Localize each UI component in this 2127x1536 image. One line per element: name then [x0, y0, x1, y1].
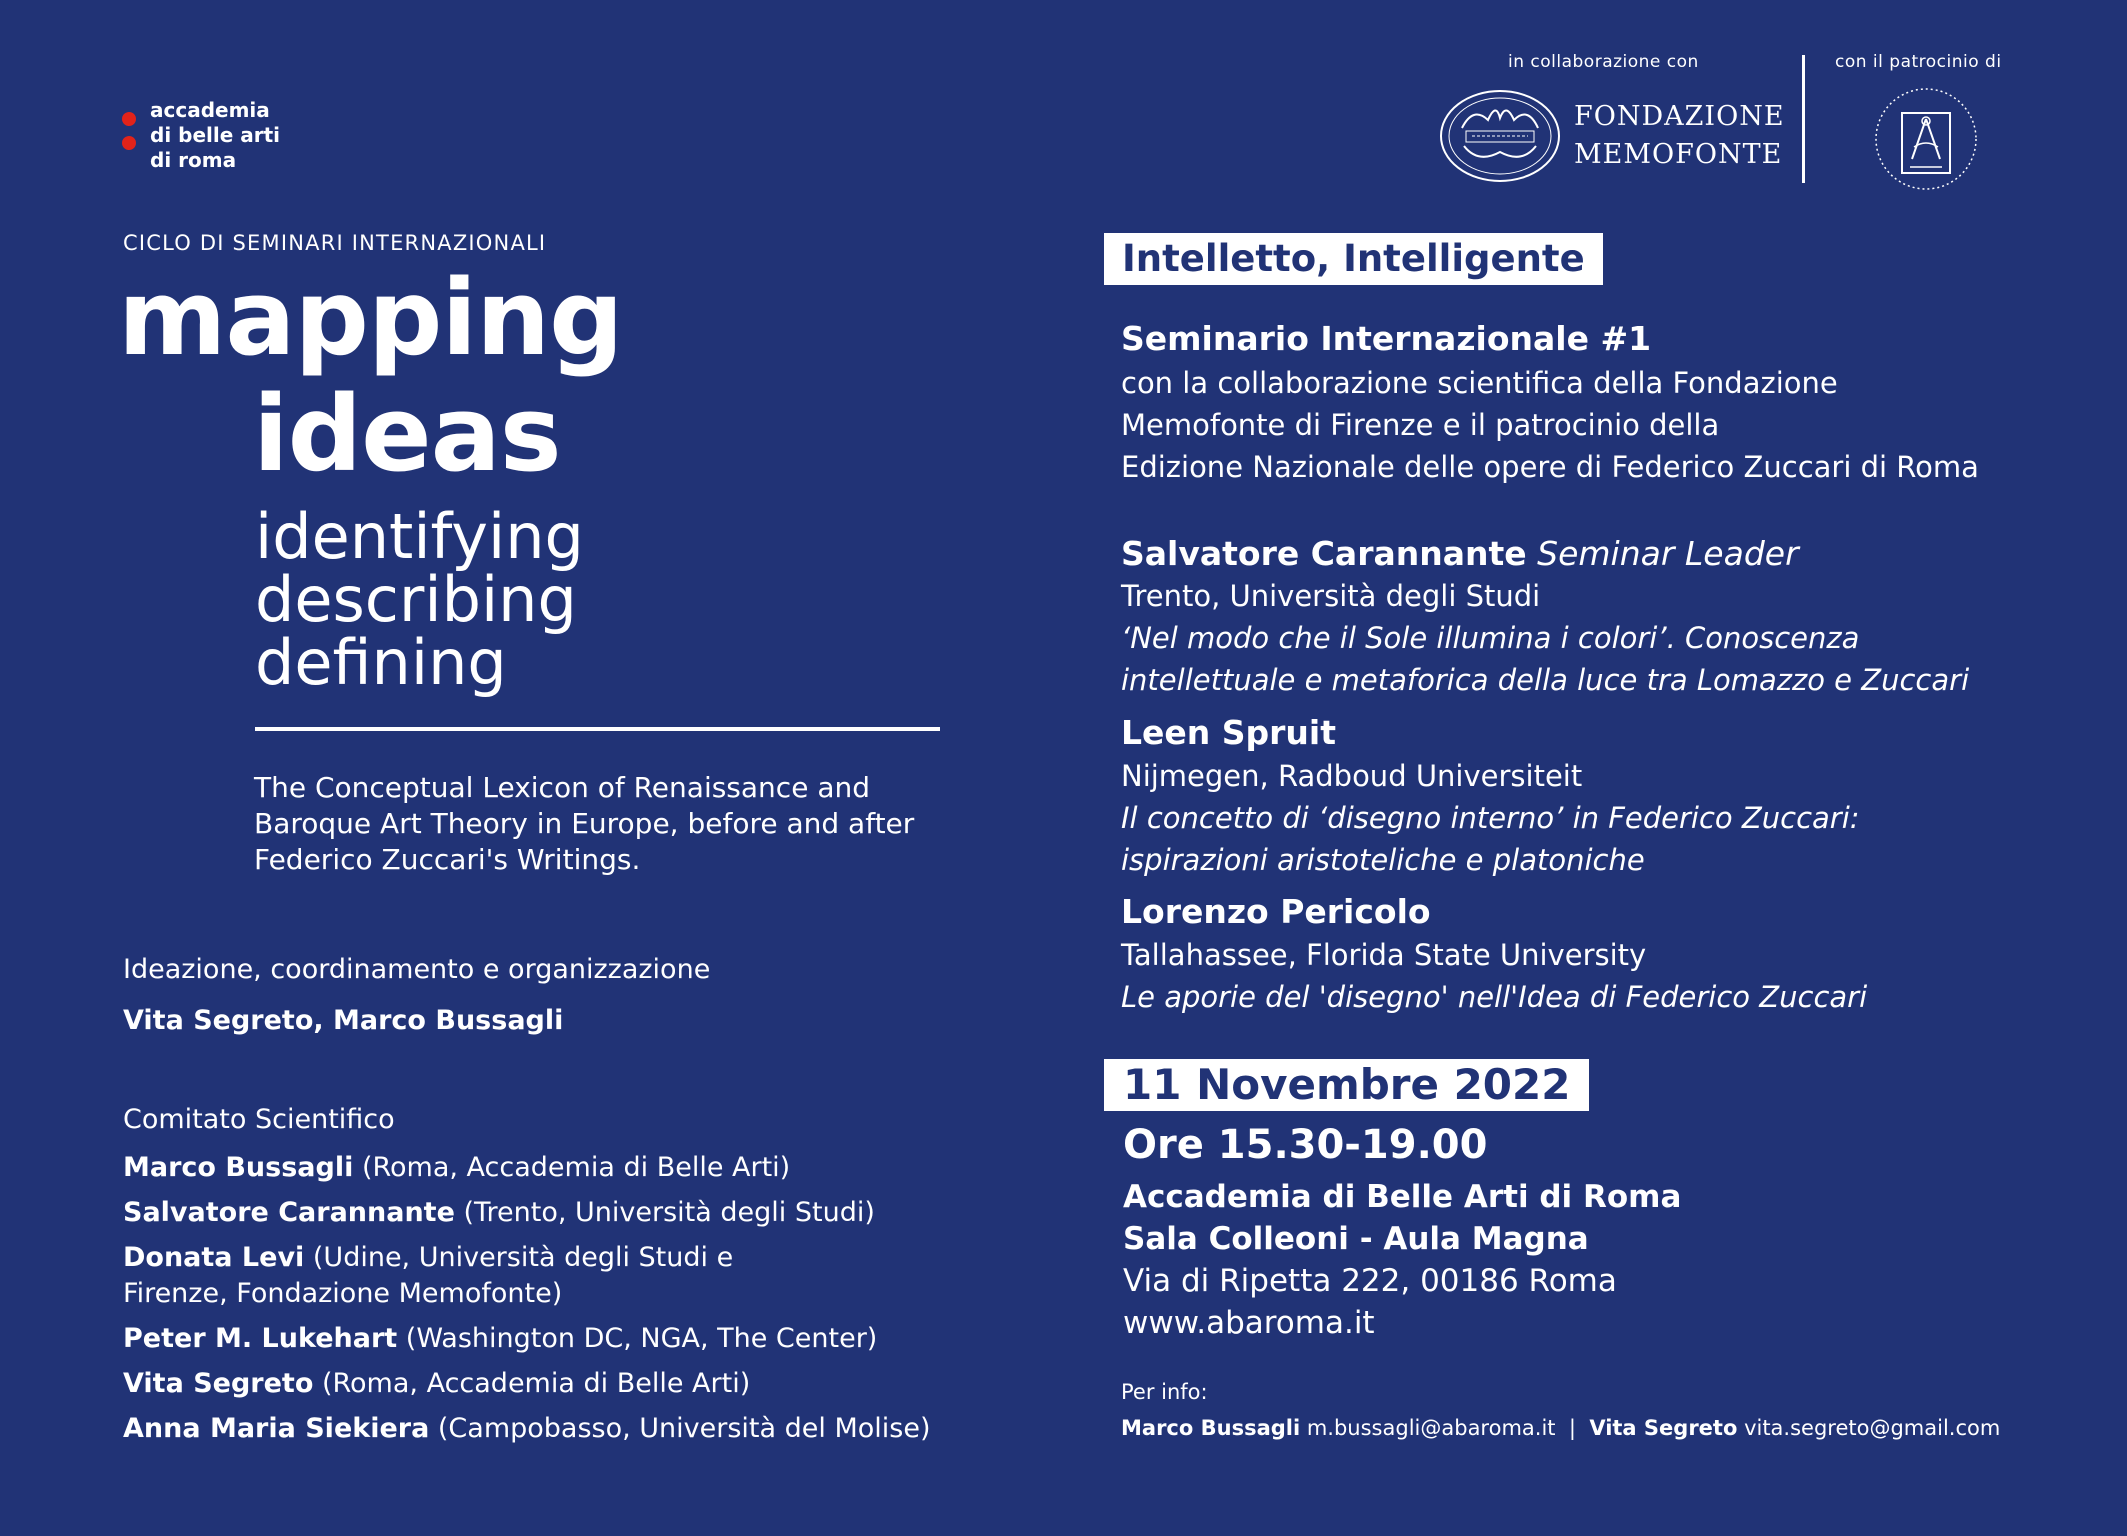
info-label: Per info:: [1121, 1380, 1208, 1404]
title-mapping: mapping: [118, 257, 623, 379]
member-affiliation: (Washington DC, NGA, The Center): [397, 1323, 878, 1354]
seminar-desc-2: Memofonte di Firenze e il patrocinio della: [1121, 408, 1720, 442]
ideazione-label: Ideazione, coordinamento e organizzazione: [123, 954, 711, 985]
speaker-name: Lorenzo Pericolo: [1121, 892, 1431, 931]
memofonte-seal-icon: [1438, 88, 1562, 184]
member-affiliation: (Udine, Università degli Studi e Firenze, Fondazione Memofonte): [123, 1242, 734, 1309]
logo-line-2: di belle arti: [150, 123, 281, 147]
series-label: CICLO DI SEMINARI INTERNAZIONALI: [123, 231, 547, 255]
contact-email[interactable]: vita.segreto@gmail.com: [1737, 1416, 2001, 1440]
logo-dot: [122, 136, 136, 150]
speaker-name: Leen Spruit: [1121, 713, 1337, 752]
title-divider: [255, 727, 940, 731]
contact-line: [1121, 1416, 2000, 1440]
member-name: Vita Segreto: [123, 1368, 314, 1399]
comitato-member: [123, 1366, 983, 1402]
member-name: Marco Bussagli: [123, 1152, 354, 1183]
contact-name: Vita Segreto: [1589, 1416, 1738, 1440]
member-name: Anna Maria Siekiera: [123, 1413, 430, 1444]
comitato-member: [123, 1150, 983, 1186]
fondazione-memofonte-name: [1574, 98, 1785, 174]
speaker-talk: Il concetto di ‘disegno interno’ in Federico Zuccari:: [1121, 801, 1860, 835]
seminar-desc-3: Edizione Nazionale delle opere di Federico Zuccari di Roma: [1121, 450, 1979, 484]
speaker-role: Seminar Leader: [1526, 534, 1799, 573]
website-link[interactable]: www.abaroma.it: [1123, 1305, 1375, 1341]
member-affiliation: (Roma, Accademia di Belle Arti): [353, 1152, 791, 1183]
comitato-member: [123, 1195, 983, 1231]
fondazione-line-2: MEMOFONTE: [1574, 139, 1783, 170]
title-ideas: ideas: [253, 373, 561, 495]
subtitle-identifying: identifying: [255, 500, 584, 573]
logo-line-1: accademia: [150, 98, 270, 122]
comitato-label: Comitato Scientifico: [123, 1104, 395, 1135]
member-name: Salvatore Carannante: [123, 1197, 455, 1228]
speaker-name: Salvatore Carannante: [1121, 534, 1527, 573]
member-affiliation: (Roma, Accademia di Belle Arti): [313, 1368, 751, 1399]
speaker-talk: intellettuale e metaforica della luce tra Lomazzo e Zuccari: [1121, 663, 1970, 697]
contact-separator: |: [1555, 1416, 1590, 1440]
edizione-nazionale-logo-icon: [1872, 85, 1980, 193]
fondazione-line-1: FONDAZIONE: [1574, 101, 1785, 132]
member-affiliation: (Campobasso, Università del Molise): [429, 1413, 931, 1444]
subtitle-describing: describing: [255, 563, 577, 636]
speaker-affiliation: Nijmegen, Radboud Universiteit: [1121, 759, 1583, 793]
venue-address: Via di Ripetta 222, 00186 Roma: [1123, 1263, 1617, 1299]
contact-name: Marco Bussagli: [1121, 1416, 1301, 1440]
seminar-heading: Seminario Internazionale #1: [1121, 319, 1652, 358]
speaker-talk: ispirazioni aristoteliche e platoniche: [1121, 843, 1645, 877]
comitato-member: [123, 1321, 983, 1357]
contact-email[interactable]: m.bussagli@abaroma.it: [1300, 1416, 1556, 1440]
collaboration-label: in collaborazione con: [1508, 52, 1699, 72]
speaker-line: [1121, 533, 1799, 575]
logo-line-3: di roma: [150, 148, 237, 172]
venue-name: Accademia di Belle Arti di Roma: [1123, 1179, 1682, 1215]
comitato-member: [123, 1240, 773, 1312]
academy-logo-text: [150, 98, 330, 173]
patronage-label: con il patrocinio di: [1835, 52, 2002, 72]
speaker-affiliation: Trento, Università degli Studi: [1121, 579, 1541, 613]
event-time: Ore 15.30-19.00: [1123, 1122, 1488, 1168]
speaker-talk: ‘Nel modo che il Sole illumina i colori’. Conoscenza: [1121, 621, 1860, 655]
member-name: Peter M. Lukehart: [123, 1323, 398, 1354]
subtitle-defining: defining: [255, 626, 507, 699]
venue-room: Sala Colleoni - Aula Magna: [1123, 1221, 1589, 1257]
logo-dot: [122, 112, 136, 126]
partner-divider: [1802, 55, 1805, 183]
comitato-member: [123, 1411, 983, 1447]
seminar-desc-1: con la collaborazione scientifica della Fondazione: [1121, 366, 1838, 400]
member-affiliation: (Trento, Università degli Studi): [454, 1197, 875, 1228]
lexicon-description: The Conceptual Lexicon of Renaissance and Baroque Art Theory in Europe, before and after Federico Zuccari's Writings.: [254, 771, 915, 876]
seminar-tag: Intelletto, Intelligente: [1104, 233, 1603, 285]
ideazione-names: Vita Segreto, Marco Bussagli: [123, 1005, 564, 1036]
logo-dots: [122, 112, 142, 160]
speaker-affiliation: Tallahassee, Florida State University: [1121, 938, 1647, 972]
speaker-talk: Le aporie del 'disegno' nell'Idea di Federico Zuccari: [1121, 980, 1868, 1014]
member-name: Donata Levi: [123, 1242, 305, 1273]
event-date-tag: 11 Novembre 2022: [1104, 1059, 1589, 1111]
